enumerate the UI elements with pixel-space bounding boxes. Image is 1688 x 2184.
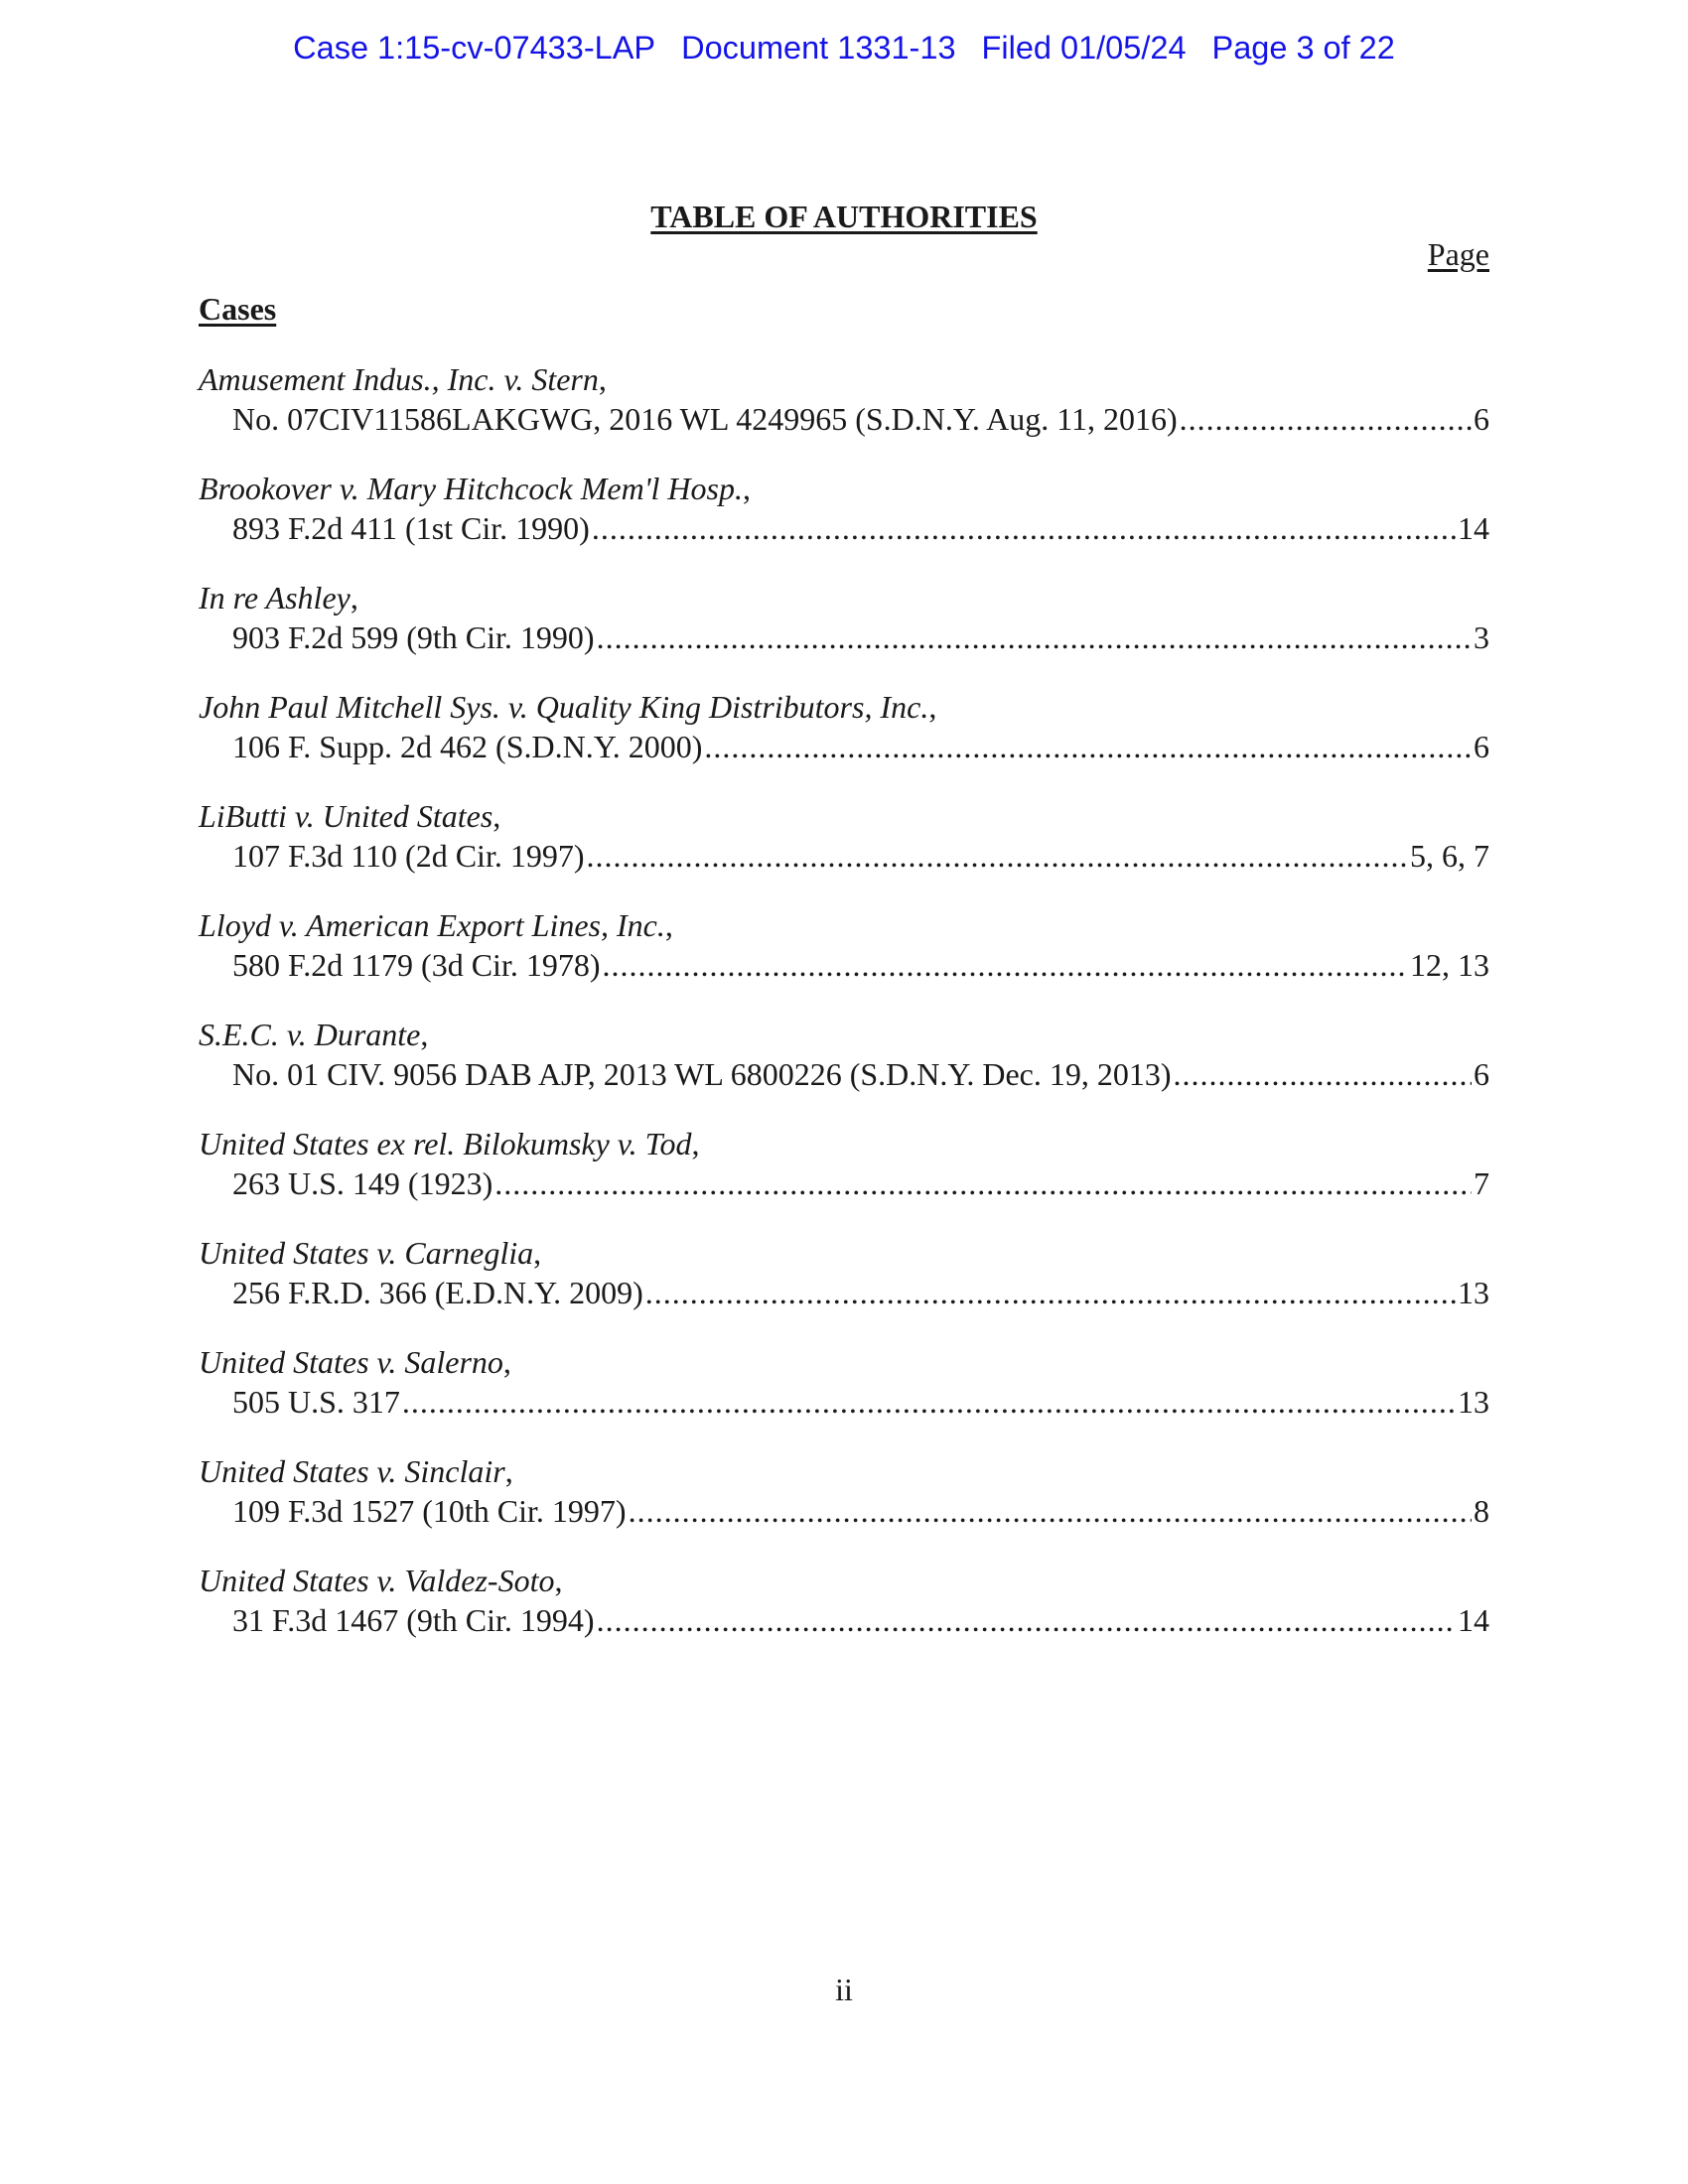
case-name: Brookover v. Mary Hitchcock Mem'l Hosp.,	[199, 471, 751, 506]
citation-text: 109 F.3d 1527 (10th Cir. 1997)	[232, 1493, 627, 1529]
dot-leader	[402, 1382, 1456, 1422]
citation-text: 903 F.2d 599 (9th Cir. 1990)	[232, 619, 595, 655]
ecf-case-number: Case 1:15-cv-07433-LAP	[293, 30, 656, 66]
page-references: 14	[1458, 1602, 1489, 1638]
citation-text: 893 F.2d 411 (1st Cir. 1990)	[232, 510, 590, 546]
dot-leader	[592, 508, 1456, 548]
citation-text: 106 F. Supp. 2d 462 (S.D.N.Y. 2000)	[232, 729, 703, 764]
citation-text: 580 F.2d 1179 (3d Cir. 1978)	[232, 947, 601, 983]
citation-line	[199, 945, 1489, 985]
ecf-document-number: Document 1331-13	[681, 30, 956, 66]
citation-text: 263 U.S. 149 (1923)	[232, 1165, 493, 1201]
citation-text: 505 U.S. 317	[232, 1384, 400, 1420]
case-name: Lloyd v. American Export Lines, Inc.,	[199, 907, 673, 943]
page-column-label: Page	[1427, 236, 1489, 272]
page-references: 6	[1474, 1056, 1489, 1092]
citation-text: 256 F.R.D. 366 (E.D.N.Y. 2009)	[232, 1275, 643, 1310]
citation-text: 31 F.3d 1467 (9th Cir. 1994)	[232, 1602, 595, 1638]
case-name: Amusement Indus., Inc. v. Stern,	[199, 361, 607, 397]
authorities-list	[199, 359, 1489, 1670]
page-references: 6	[1474, 729, 1489, 764]
case-name: United States v. Salerno,	[199, 1344, 511, 1380]
ecf-filed-date: Filed 01/05/24	[981, 30, 1187, 66]
page-references: 13	[1458, 1275, 1489, 1310]
authority-entry	[199, 1561, 1489, 1670]
citation-text: No. 07CIV11586LAKGWG, 2016 WL 4249965 (S.D.N.Y. Aug. 11, 2016)	[232, 401, 1178, 437]
authority-entry	[199, 905, 1489, 1015]
citation-text: No. 01 CIV. 9056 DAB AJP, 2013 WL 6800226 (S.D.N.Y. Dec. 19, 2013)	[232, 1056, 1172, 1092]
authority-entry	[199, 1124, 1489, 1233]
authority-entry	[199, 1015, 1489, 1124]
case-name: United States ex rel. Bilokumsky v. Tod,	[199, 1126, 700, 1161]
page-references: 5, 6, 7	[1410, 838, 1489, 874]
page-references: 14	[1458, 510, 1489, 546]
dot-leader	[1174, 1054, 1472, 1094]
citation-line	[199, 1163, 1489, 1203]
citation-line	[199, 1600, 1489, 1640]
case-name: John Paul Mitchell Sys. v. Quality King Distributors, Inc.,	[199, 689, 937, 725]
dot-leader	[645, 1273, 1456, 1312]
citation-line	[199, 1054, 1489, 1094]
case-name: LiButti v. United States,	[199, 798, 501, 834]
dot-leader	[1180, 399, 1472, 439]
citation-line	[199, 1491, 1489, 1531]
dot-leader	[597, 1600, 1456, 1640]
page-references: 12, 13	[1410, 947, 1489, 983]
ecf-filing-header	[0, 30, 1688, 67]
authority-entry	[199, 469, 1489, 578]
dot-leader	[704, 727, 1472, 766]
authority-entry	[199, 1342, 1489, 1451]
page-references: 8	[1474, 1493, 1489, 1529]
page-title: TABLE OF AUTHORITIES	[650, 199, 1038, 234]
citation-line	[199, 1273, 1489, 1312]
case-name: United States v. Sinclair,	[199, 1453, 513, 1489]
authority-entry	[199, 578, 1489, 687]
section-heading-cases: Cases	[199, 291, 277, 327]
authority-entry	[199, 687, 1489, 796]
citation-text: 107 F.3d 110 (2d Cir. 1997)	[232, 838, 585, 874]
dot-leader	[494, 1163, 1472, 1203]
dot-leader	[602, 945, 1408, 985]
page-references: 3	[1474, 619, 1489, 655]
case-name: In re Ashley,	[199, 580, 358, 615]
citation-line	[199, 1382, 1489, 1422]
dot-leader	[629, 1491, 1472, 1531]
case-name: S.E.C. v. Durante,	[199, 1017, 429, 1052]
authority-entry	[199, 359, 1489, 469]
authority-entry	[199, 1233, 1489, 1342]
citation-line	[199, 399, 1489, 439]
citation-line	[199, 727, 1489, 766]
authority-entry	[199, 796, 1489, 905]
dot-leader	[586, 836, 1408, 876]
dot-leader	[597, 617, 1472, 657]
case-name: United States v. Valdez-Soto,	[199, 1563, 563, 1598]
page-references: 13	[1458, 1384, 1489, 1420]
page-references: 7	[1474, 1165, 1489, 1201]
page-references: 6	[1474, 401, 1489, 437]
footer-page-number: ii	[835, 1972, 853, 2007]
citation-line	[199, 508, 1489, 548]
authority-entry	[199, 1451, 1489, 1561]
citation-line	[199, 836, 1489, 876]
case-name: United States v. Carneglia,	[199, 1235, 542, 1271]
ecf-page-count: Page 3 of 22	[1211, 30, 1395, 66]
citation-line	[199, 617, 1489, 657]
